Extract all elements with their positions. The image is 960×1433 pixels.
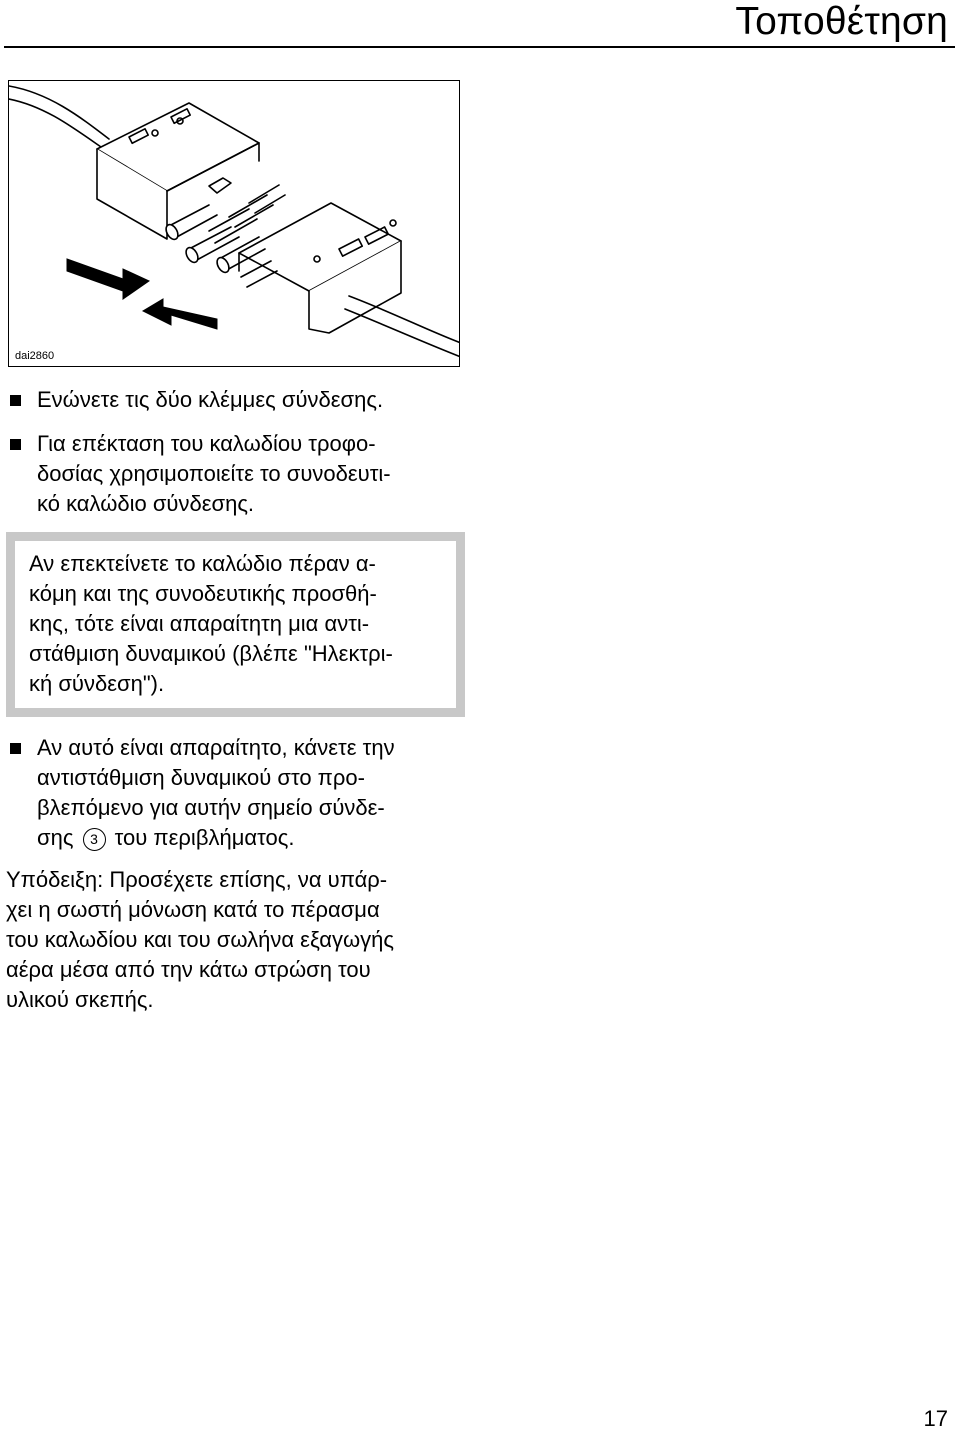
arrow-right-icon xyxy=(67,259,149,299)
connector-drawing xyxy=(9,81,460,367)
arrow-left-icon xyxy=(143,299,217,329)
note-text: Αν επεκτείνετε το καλώδιο πέραν α- κόμη και της συνοδευτικής προσθή- κης, τότε είναι απαραίτητη μια αντι- στάθμιση δυναμικού (βλέπε "Ηλεκτρι- κή σύνδεση"). xyxy=(29,551,393,696)
bullet-square-icon xyxy=(10,439,21,450)
bullet-square-icon xyxy=(10,395,21,406)
hint-paragraph: Υπόδειξη: Προσέχετε επίσης, να υπάρ- χει η σωστή μόνωση κατά το πέρασμα του καλωδίου και του σωλήνα εξαγωγής αέρα μέσα από την κάτω στρώση του υλικού σκεπής. xyxy=(6,867,394,1012)
upper-cable xyxy=(9,86,109,139)
bullet-last-line: σης 3 του περιβλήματος. xyxy=(37,825,295,850)
header-rule xyxy=(4,46,955,48)
lower-cable xyxy=(349,296,460,343)
note-box xyxy=(6,532,465,717)
circled-reference-number: 3 xyxy=(83,828,106,851)
connector-illustration xyxy=(8,80,460,367)
instruction-bullet-1: Ενώνετε τις δύο κλέμμες σύνδεσης. xyxy=(10,385,480,415)
page-number: 17 xyxy=(923,1406,948,1431)
lower-connector-block xyxy=(239,203,401,333)
page-title: Τοποθέτηση xyxy=(735,0,948,43)
instruction-bullet-3: Αν αυτό είναι απαραίτητο, κάνετε την αντιστάθμιση δυναμικού στο προ- βλεπόμενο για αυτήν σημείο σύνδε- σης 3 του περιβλήματος. xyxy=(10,733,480,853)
figure-code: dai2860 xyxy=(15,350,55,362)
instruction-bullet-2: Για επέκταση του καλωδίου τροφο- δοσίας χρησιμοποιείτε το συνοδευτι- κό καλώδιο σύνδεσης. xyxy=(10,429,480,519)
upper-connector-block xyxy=(97,103,259,239)
bullet-square-icon xyxy=(10,743,21,754)
